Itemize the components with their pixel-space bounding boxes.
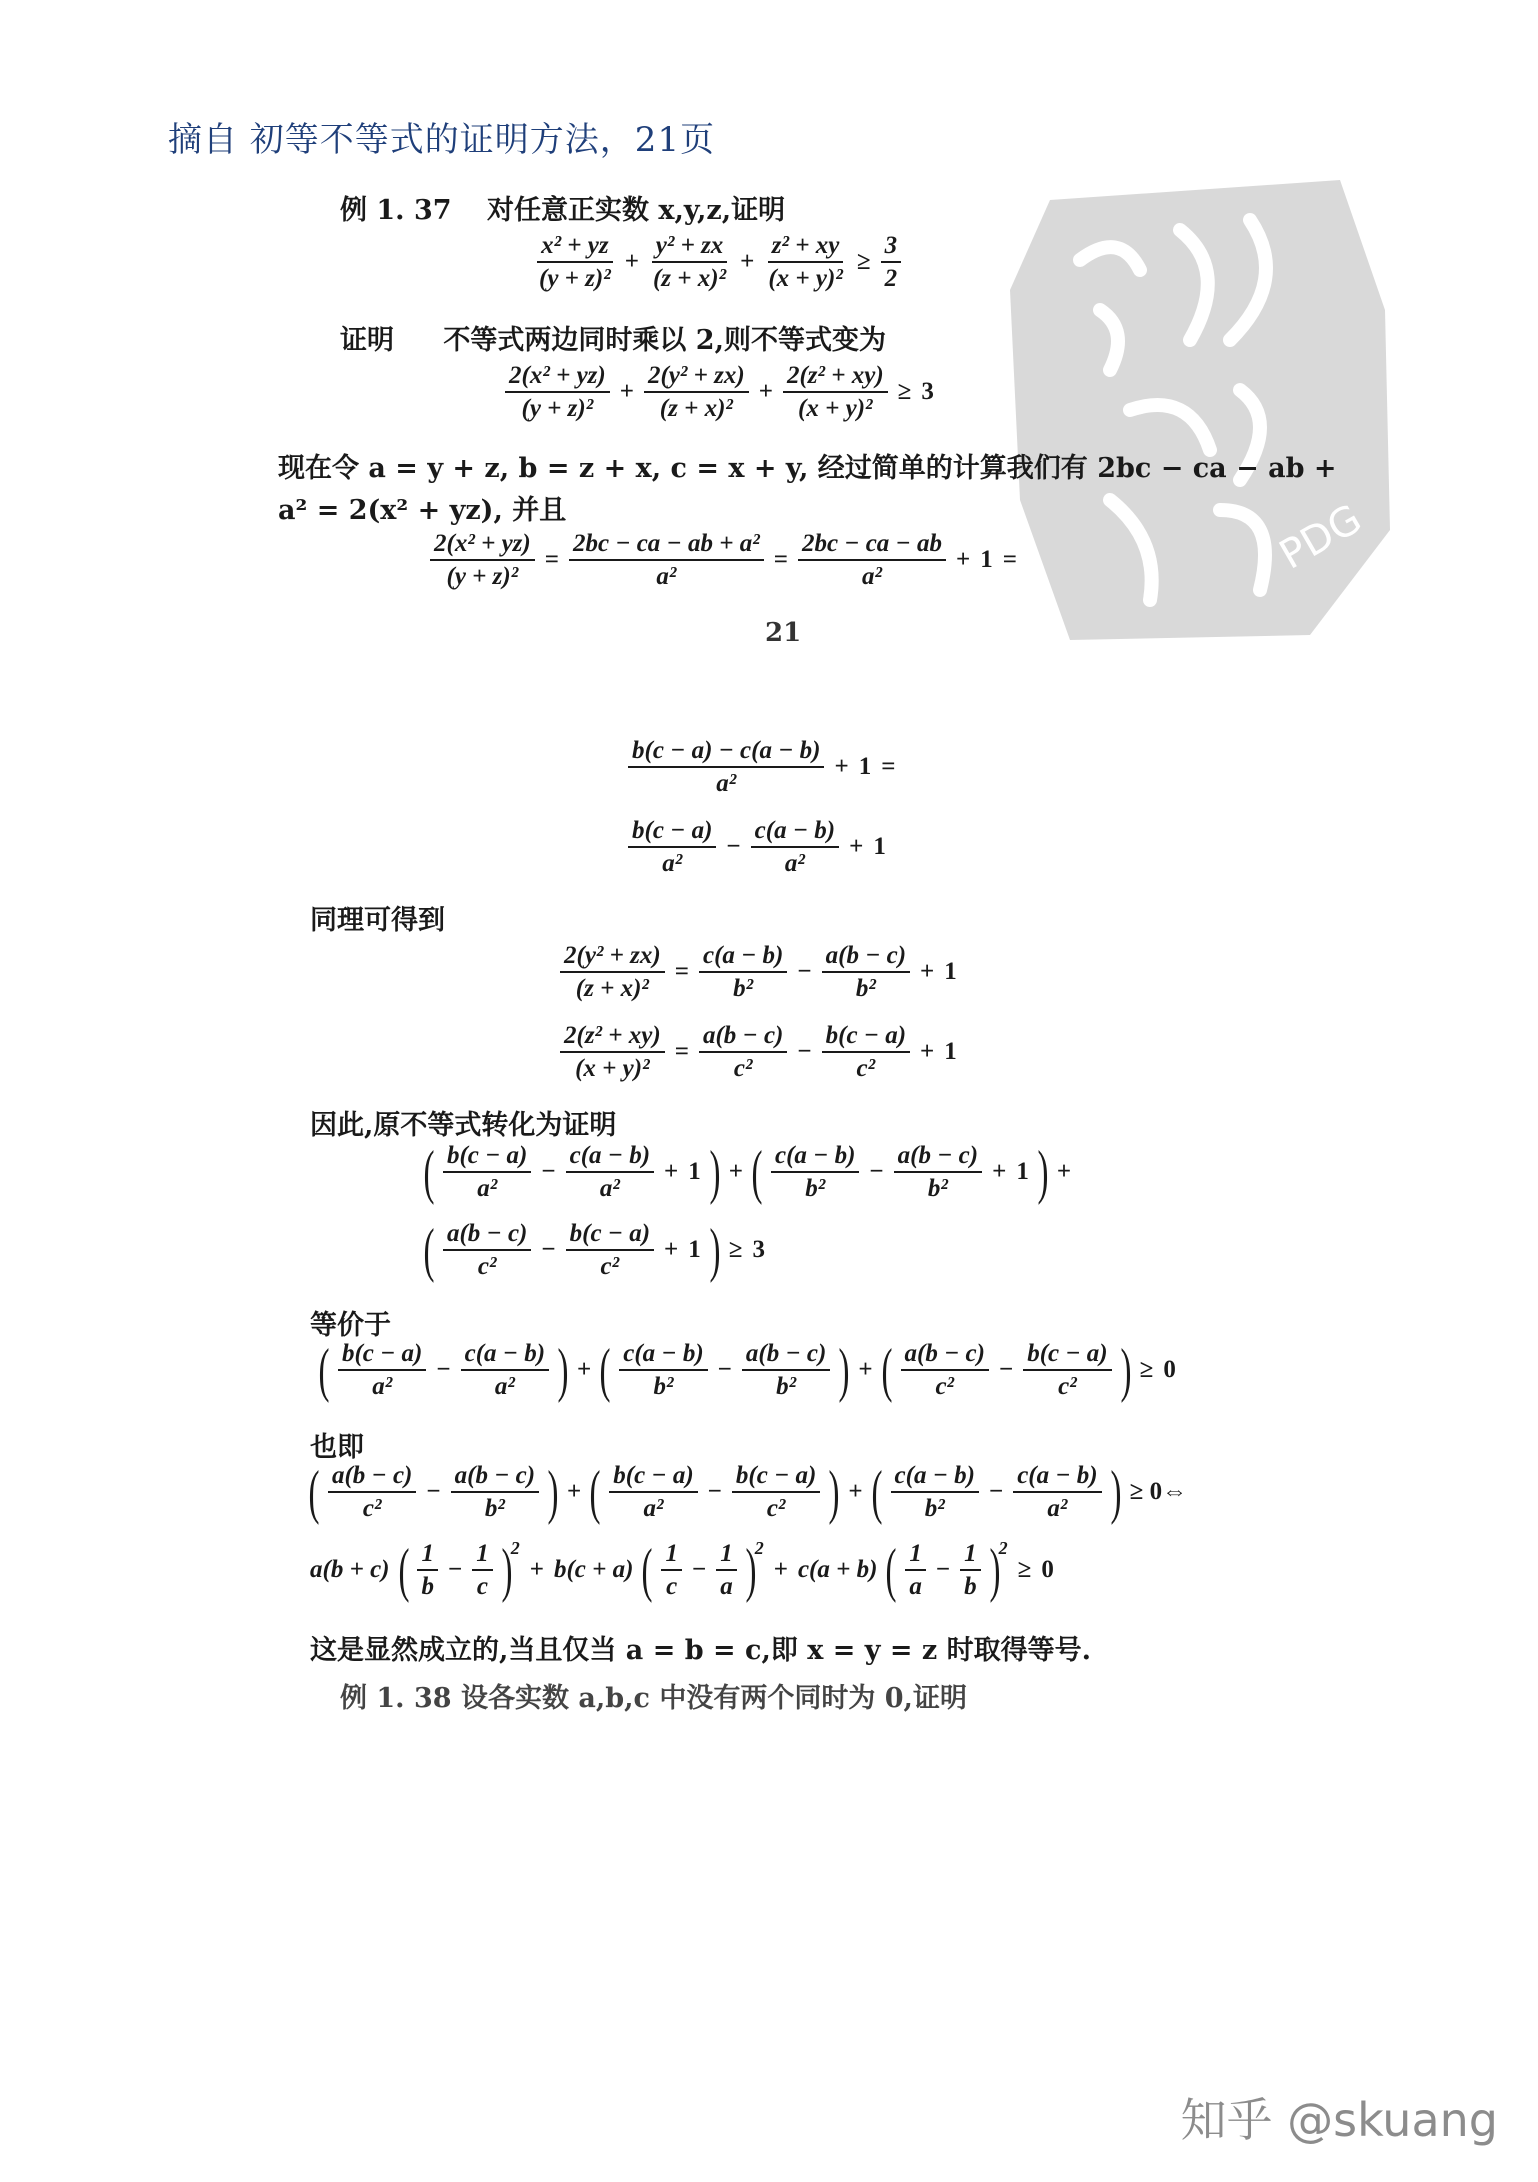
fraction-three-halves: $\frac{3}{2}$ <box>881 230 902 295</box>
proof-intro <box>340 318 886 357</box>
fraction: $\frac{a(b - c)}{\text{c²}}$ <box>699 1020 787 1085</box>
substitution-line-1: 现在令 a = y + z, b = z + x, c = x + y, 经过简单的计算我们有 2bc − ca − ab + <box>278 453 1337 484</box>
equation-reduced-part-2: ( a(b − c) c² − $\frac{b(c - a)}{\text{c²}}$ + 1 ) ≥ 3 <box>423 1217 766 1284</box>
equation-sos-form: a(b + c) ( 1 b − $\frac{1}{c}$ ) 2 + b(c + a) ( 1 c − $\frac{1}{a}$ ) 2 + c(a + b) ( 1 a − $\frac{1}{b}$ ) 2 ≥ 0 <box>310 1537 1054 1604</box>
fraction: c(a − b) b² <box>619 1338 707 1403</box>
fraction: x² + yz (y + z)² <box>539 232 611 293</box>
fraction: $\frac{a(b - c)}{\text{b²}}$ <box>742 1338 830 1403</box>
equation-second-term: $\frac{\text{2(y² + zx)}}{\text{(z + x)²}}$ = $\frac{c(a - b)}{\text{b²}}$ − $\frac{a(b - c)}{\text{b²}}$ + 1 <box>560 940 957 1005</box>
seal-text: PDG <box>1272 495 1370 579</box>
fraction: $\frac{b(c - a)}{\text{c²}}$ <box>1023 1338 1111 1403</box>
fraction: b(c − a) a² <box>443 1140 531 1205</box>
watermark-seal <box>1010 170 1390 640</box>
equation-continued-1: b(c − a) − c(a − b) a² + 1 = <box>628 735 895 800</box>
fraction: b(c − a) − c(a − b) a² <box>628 735 824 800</box>
fraction: $\frac{\text{2(y² + zx)}}{\text{(z + x)²}}$ <box>644 360 749 425</box>
fraction: $\frac{c(a - b)}{\text{a²}}$ <box>461 1338 549 1403</box>
fraction: $\frac{\text{2(x² + yz)}}{\text{(y + z)²}}$ <box>430 528 535 593</box>
footer-watermark: 知乎 @skuang <box>1180 2093 1498 2147</box>
substitution-line-2: a² = 2(x² + yz), 并且 <box>278 495 567 526</box>
fraction: $\frac{\text{2bc − ca − ab + a²}}{\text{a²}}$ <box>569 528 764 593</box>
fraction: c(a − b) b² <box>891 1460 979 1525</box>
fraction: b(c − a) a² <box>338 1338 426 1403</box>
fraction: b(c − a) a² <box>628 815 716 880</box>
proof-label: 证明 <box>340 325 394 356</box>
fraction: a(b − c) c² <box>901 1338 989 1403</box>
example-statement: 对任意正实数 x,y,z,证明 <box>486 195 786 226</box>
fraction: $\frac{a(b - c)}{\text{b²}}$ <box>822 940 910 1005</box>
fraction: $\frac{2bc - ca - ab}{\text{a²}}$ <box>798 528 946 593</box>
fraction: $\frac{c(a - b)}{\text{a²}}$ <box>751 815 839 880</box>
therefore-label: 因此,原不等式转化为证明 <box>310 1110 617 1141</box>
fraction: 1 c <box>661 1538 682 1603</box>
fraction: $\frac{a(b - c)}{\text{b²}}$ <box>451 1460 539 1525</box>
fraction: c(a − b) b² <box>771 1140 859 1205</box>
equation-first-term-transform: $\frac{\text{2(x² + yz)}}{\text{(y + z)²}}$ = $\frac{\text{2bc − ca − ab + a²}}{\text{a²}}$ = $\frac{2bc - ca - ab}{\text{a²}}$ + 1 = <box>430 528 1017 593</box>
fraction: a(b − c) c² <box>328 1460 416 1525</box>
fraction: $\frac{b(c - a)}{\text{c²}}$ <box>732 1460 820 1525</box>
fraction: $\frac{c(a - b)}{\text{b²}}$ <box>699 940 787 1005</box>
equation-original-inequality: x² + yz (y + z)² + $\frac{\text{y² + zx}}{\text{(z + x)²}}$ + $\frac{\text{z² + xy}}{\text{(x + y)²}}$ ≥ $\frac{3}{2}$ <box>535 230 901 295</box>
fraction: $\frac{a(b - c)}{\text{b²}}$ <box>894 1140 982 1205</box>
fraction: a(b − c) c² <box>443 1218 531 1283</box>
equation-regrouped-form: ( a(b − c) c² − $\frac{a(b - c)}{\text{b²}}$ ) + ( b(c − a) a² − $\frac{b(c - a)}{\text{c²}}$ ) + ( c(a − b) b² − $\frac{c(a - b)}{\text{a²}}$ ) ≥ 0⇔ <box>308 1459 1188 1526</box>
equation-doubled-inequality: 2(x² + yz) (y + z)² + $\frac{\text{2(y² + zx)}}{\text{(z + x)²}}$ + $\frac{\text{2(z² + xy)}}{\text{(x + y)²}}$ ≥ 3 <box>505 360 934 425</box>
fraction: $\frac{1}{c}$ <box>472 1538 493 1603</box>
fraction: $\frac{1}{b}$ <box>960 1538 981 1603</box>
fraction: $\frac{\text{2(y² + zx)}}{\text{(z + x)²}}$ <box>560 940 665 1005</box>
example-heading <box>340 188 785 227</box>
proof-line-1: 不等式两边同时乘以 2,则不等式变为 <box>443 325 886 356</box>
equation-third-term: $\frac{\text{2(z² + xy)}}{\text{(x + y)²}}$ = $\frac{a(b - c)}{\text{c²}}$ − $\frac{b(c - a)}{\text{c²}}$ + 1 <box>560 1020 957 1085</box>
fraction: $\frac{\text{2(z² + xy)}}{\text{(x + y)²}}$ <box>783 360 888 425</box>
fraction: $\frac{b(c - a)}{\text{c²}}$ <box>566 1218 654 1283</box>
fraction: 1 b <box>417 1538 438 1603</box>
fraction: $\frac{c(a - b)}{\text{a²}}$ <box>566 1140 654 1205</box>
next-example-fragment: 例 1. 38 设各实数 a,b,c 中没有两个同时为 0,证明 <box>340 1683 967 1714</box>
fraction: 2(x² + yz) (y + z)² <box>505 360 610 425</box>
equivalent-label: 等价于 <box>310 1310 391 1341</box>
source-note: 摘自 初等不等式的证明方法，21页 <box>168 120 716 160</box>
fraction: $\frac{\text{z² + xy}}{\text{(x + y)²}}$ <box>768 232 843 293</box>
equation-continued-2: b(c − a) a² − $\frac{c(a - b)}{\text{a²}}$ + 1 <box>628 815 886 880</box>
fraction: $\frac{1}{a}$ <box>716 1538 737 1603</box>
fraction: $\frac{b(c - a)}{\text{c²}}$ <box>822 1020 910 1085</box>
example-label: 例 1. 37 <box>340 195 452 226</box>
fraction: $\frac{c(a - b)}{\text{a²}}$ <box>1013 1460 1101 1525</box>
page-number: 21 <box>765 618 802 648</box>
similarly-label: 同理可得到 <box>310 905 445 936</box>
fraction: $\frac{\text{2(z² + xy)}}{\text{(x + y)²}}$ <box>560 1020 665 1085</box>
namely-label: 也即 <box>310 1432 364 1463</box>
equation-equivalent-form: ( b(c − a) a² − $\frac{c(a - b)}{\text{a²}}$ ) + ( c(a − b) b² − $\frac{a(b - c)}{\text{b²}}$ ) + ( a(b − c) c² − $\frac{b(c - a)}{\text{c²}}$ ) ≥ 0 <box>318 1337 1176 1404</box>
fraction: $\frac{\text{y² + zx}}{\text{(z + x)²}}$ <box>652 232 727 293</box>
fraction: 1 a <box>905 1538 926 1603</box>
fraction: b(c − a) a² <box>609 1460 697 1525</box>
conclusion-line: 这是显然成立的,当且仅当 a = b = c,即 x = y = z 时取得等号. <box>310 1635 1092 1666</box>
equation-reduced-part-1: ( b(c − a) a² − $\frac{c(a - b)}{\text{a²}}$ + 1 ) + ( c(a − b) b² − $\frac{a(b - c)}{\text{b²}}$ + 1 ) + <box>423 1139 1072 1206</box>
